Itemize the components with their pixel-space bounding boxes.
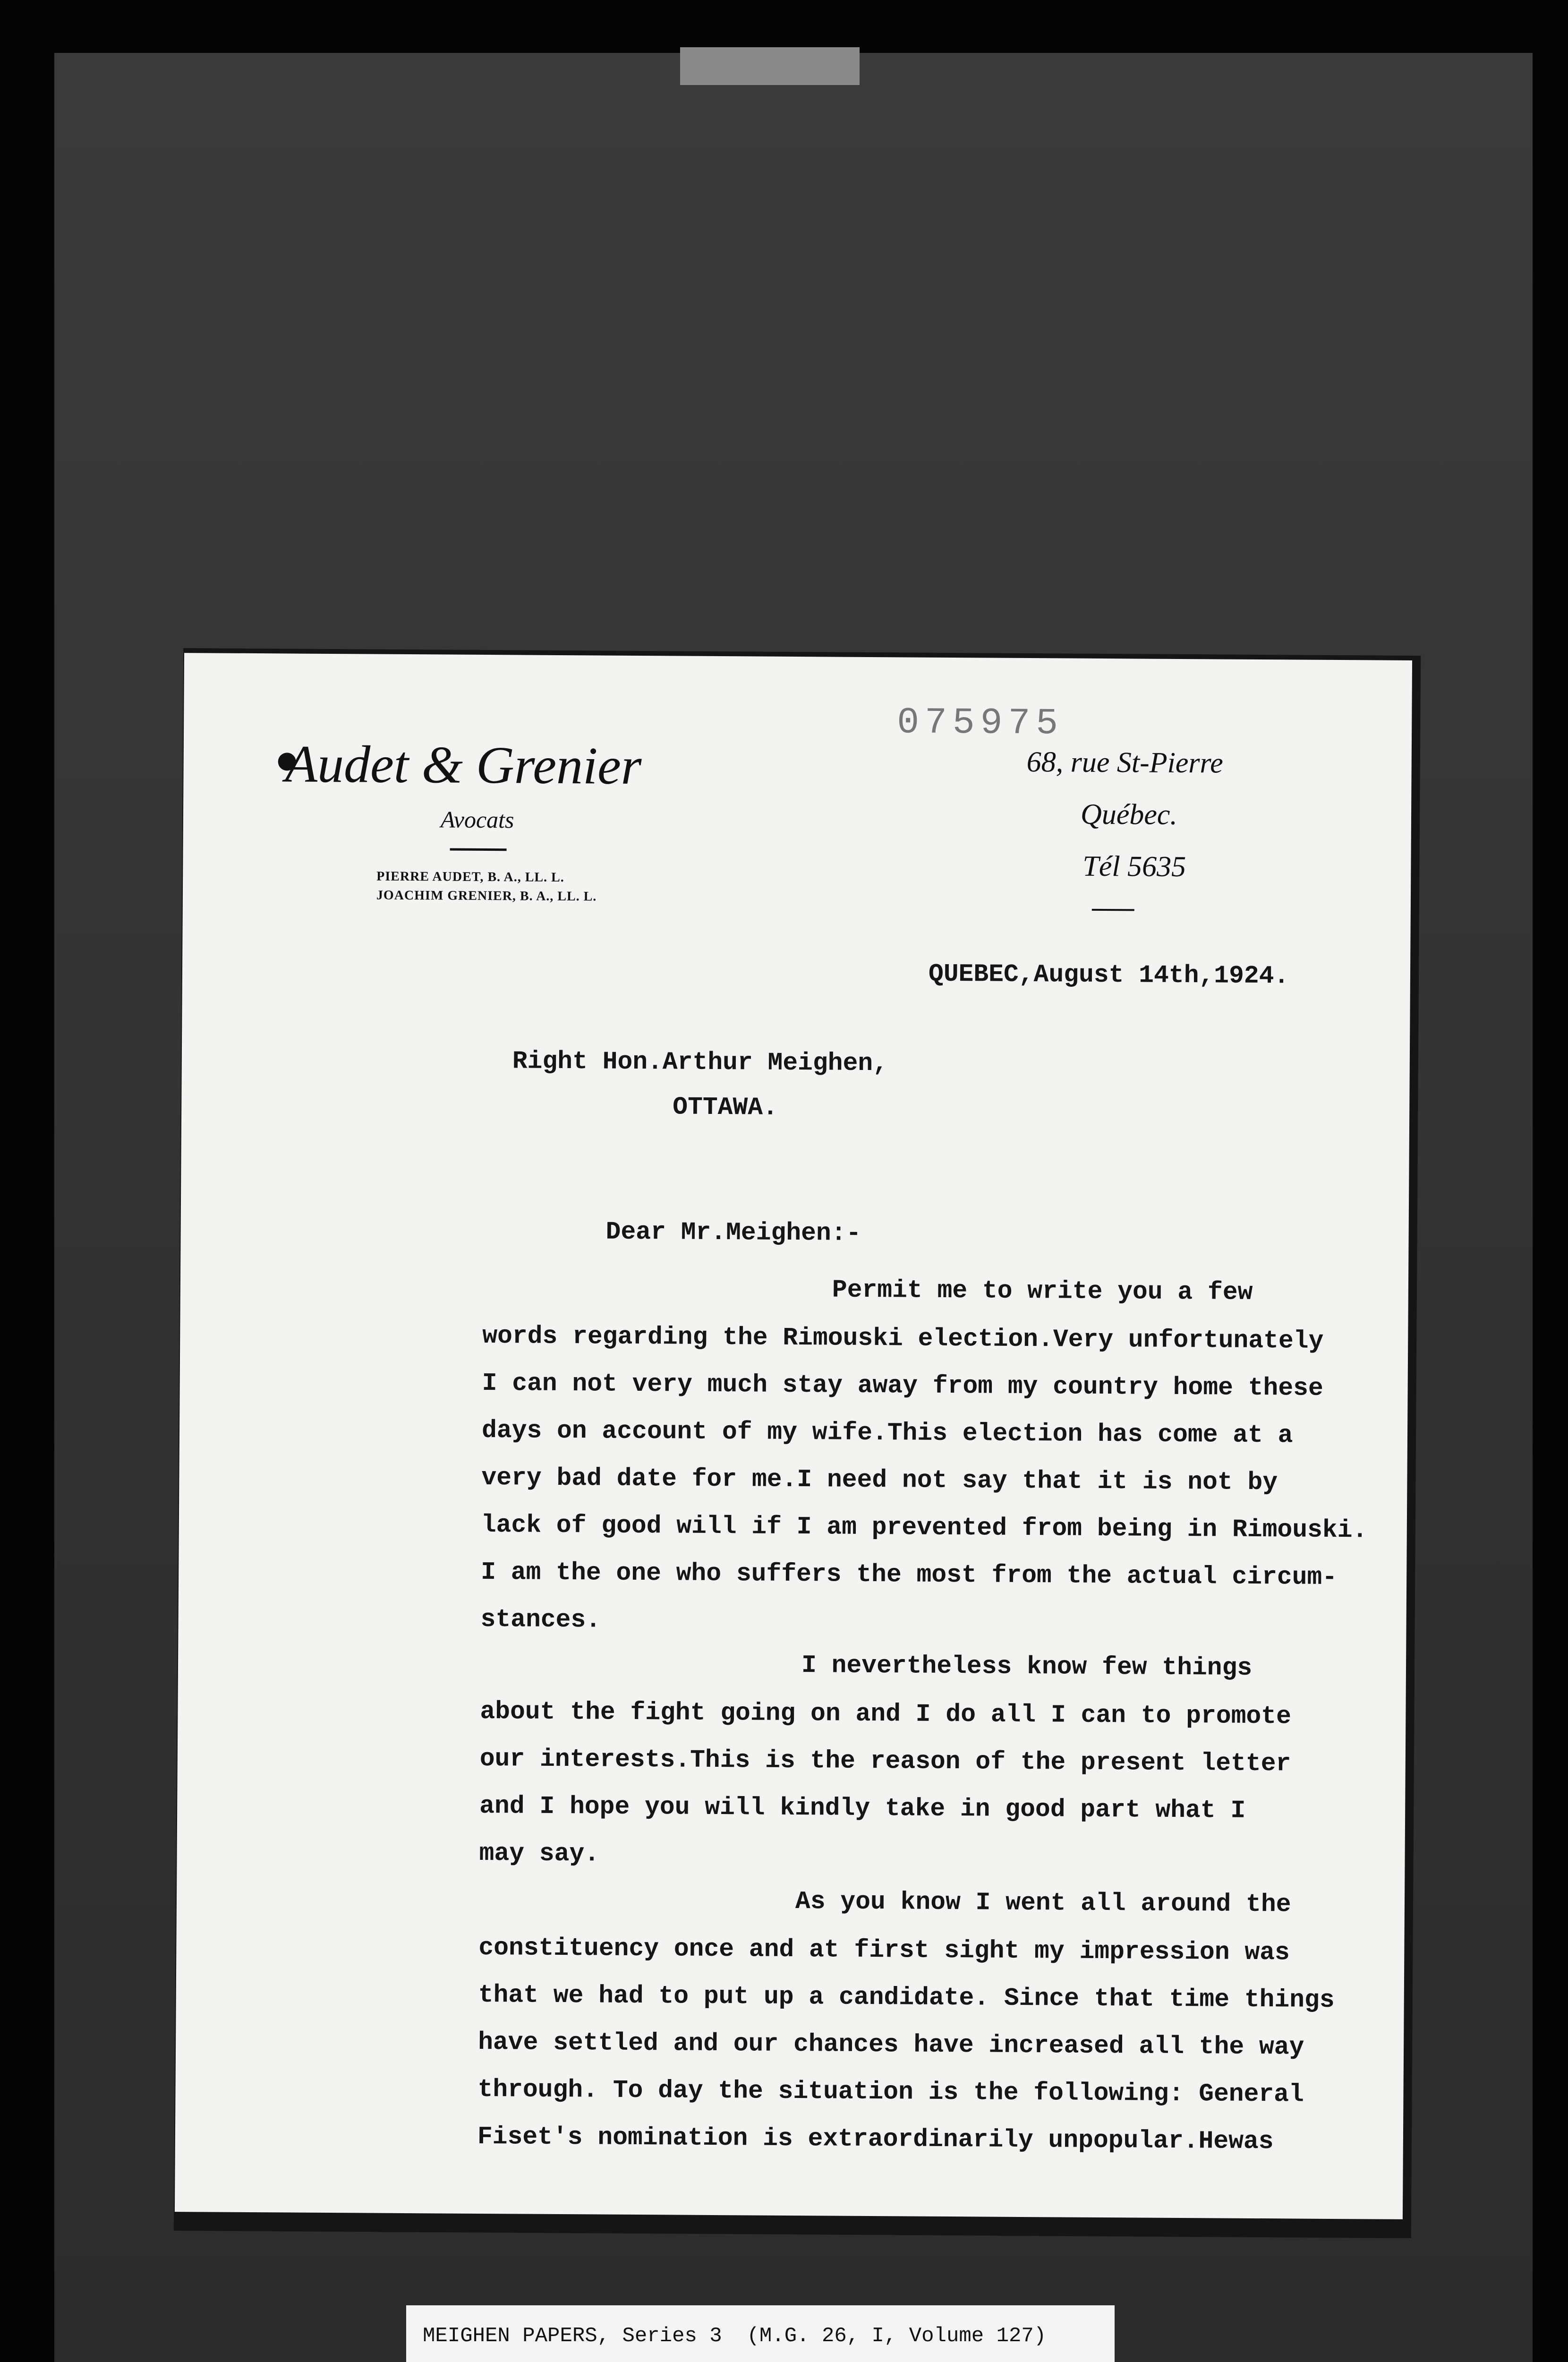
body-line: Permit me to write you a few [832,1275,1253,1307]
body-line: that we had to put up a candidate. Since that time things [478,1980,1335,2015]
body-line: about the fight going on and I do all I can to promote [480,1697,1292,1731]
letter-date: QUEBEC,August 14th,1924. [928,959,1289,991]
body-line: have settled and our chances have increased all the way [477,2028,1304,2062]
reference-label [406,2305,1115,2362]
body-line: through. To day the situation is the following: General [477,2075,1304,2109]
address-city: Québec. [1080,798,1178,831]
body-line: our interests.This is the reason of the present letter [479,1744,1291,1778]
reference-label-text: MEIGHEN PAPERS, Series 3 (M.G. 26, I, Volume 127) [423,2324,1047,2348]
letterhead-rule-left [450,848,507,851]
document-number: 075975 [896,702,1064,745]
letterhead-rule-right [1092,909,1134,911]
address-street: 68, rue St-Pierre [1026,745,1224,779]
body-line: very bad date for me.I need not say that it is not by [481,1463,1278,1497]
body-line: I nevertheless know few things [801,1651,1253,1682]
recipient-name: Right Hon.Arthur Meighen, [512,1047,888,1078]
body-line: words regarding the Rimouski election.Very unfortunately [482,1321,1324,1355]
salutation: Dear Mr.Meighen:- [605,1217,861,1248]
firm-name: Audet & Grenier [285,735,642,796]
body-line: may say. [479,1839,600,1868]
firm-title: Avocats [440,806,514,833]
body-line: I can not very much stay away from my country home these [482,1369,1323,1403]
body-line: lack of good will if I am prevented from being in Rimouski. [481,1510,1368,1545]
address-telephone: Tél 5635 [1082,850,1186,883]
body-line: As you know I went all around the [795,1887,1291,1919]
recipient-city: OTTAWA. [673,1093,778,1122]
partner-name-2: JOACHIM GRENIER, B. A., LL. L. [376,888,597,904]
body-line: I am the one who suffers the most from the actual circum- [481,1558,1338,1592]
body-line: days on account of my wife.This election has come at a [481,1416,1293,1450]
letter-page [175,653,1412,2219]
body-line: Fiset's nomination is extraordinarily unpopular.Hewas [477,2122,1274,2156]
partner-name-1: PIERRE AUDET, B. A., LL. L. [376,869,564,885]
body-line: and I hope you will kindly take in good part what I [479,1791,1246,1825]
paper-clip-tab [680,47,860,85]
body-line: constituency once and at first sight my impression was [478,1933,1290,1967]
body-line: stances. [480,1605,601,1635]
